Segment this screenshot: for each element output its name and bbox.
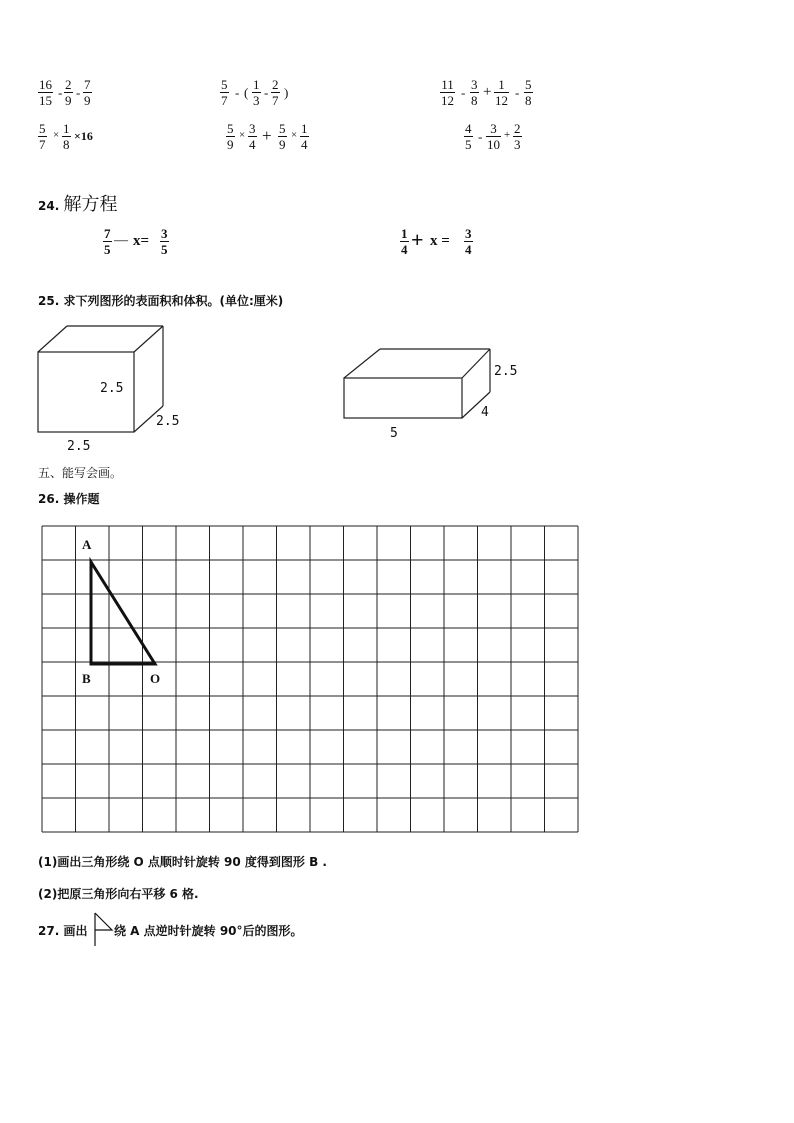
fraction: $\frac{5}{7}$	[39, 121, 46, 152]
triangle-abo	[91, 562, 155, 664]
question-number: 25.	[38, 294, 60, 308]
question-title: 操作题	[63, 492, 100, 506]
fraction: $\frac{2}{3}$	[514, 121, 521, 152]
square-grid	[42, 526, 578, 832]
fraction: $\frac{1}{4}$	[401, 226, 408, 257]
paren-right: )	[284, 85, 289, 100]
question-title: 求下列图形的表面积和体积。(单位:厘米)	[63, 294, 284, 308]
cube-width-label: 2.5	[67, 439, 91, 454]
operator: -	[235, 85, 240, 100]
question-suffix: 绕 A 点逆时针旋转 90°后的图形。	[114, 924, 303, 938]
operator: -	[264, 85, 269, 100]
question-prefix: 画出	[63, 924, 88, 938]
question-title: 解方程	[63, 194, 118, 215]
variable-x: x =	[430, 233, 450, 249]
question-heading	[38, 922, 87, 939]
cube-height-label: 2.5	[100, 381, 124, 396]
operator: ×	[291, 129, 298, 141]
question-number: 24.	[38, 199, 60, 213]
cuboid-length-label: 5	[390, 426, 398, 441]
cuboid-height-label: 2.5	[494, 364, 518, 379]
operator: -	[76, 85, 81, 100]
operator: +	[483, 84, 492, 100]
fraction: $\frac{3}{5}$	[161, 226, 168, 257]
cube-depth-label: 2.5	[156, 414, 180, 429]
fraction: $\frac{1}{3}$	[253, 77, 260, 108]
question-number: 26.	[38, 492, 60, 506]
paren-left: (	[244, 85, 249, 100]
point-a-label: A	[82, 537, 92, 552]
fraction: $\frac{1}{8}$	[63, 121, 70, 152]
operator: ×	[53, 129, 60, 141]
fraction: $\frac{3}{8}$	[471, 77, 478, 108]
fraction: $\frac{5}{7}$	[221, 77, 228, 108]
fraction: $\frac{2}{7}$	[272, 77, 279, 108]
fraction: $\frac{11}{12}$	[441, 77, 454, 108]
operator: -	[478, 129, 483, 144]
fraction: $\frac{3}{4}$	[249, 121, 256, 152]
fraction: $\frac{5}{9}$	[227, 121, 234, 152]
operator: +	[411, 227, 424, 252]
fraction: $\frac{3}{10}$	[487, 121, 500, 152]
fraction: $\frac{1}{4}$	[301, 121, 308, 152]
operator: +	[504, 129, 511, 141]
point-b-label: B	[82, 671, 91, 686]
fraction: $\frac{5}{9}$	[279, 121, 286, 152]
fraction: $\frac{16}{15}$	[39, 77, 52, 108]
fraction: $\frac{3}{4}$	[465, 226, 472, 257]
fraction: $\frac{4}{5}$	[465, 121, 472, 152]
fraction: $\frac{7}{9}$	[84, 77, 91, 108]
fraction: $\frac{5}{8}$	[525, 77, 532, 108]
fraction: $\frac{1}{12}$	[495, 77, 508, 108]
cuboid-depth-label: 4	[481, 405, 489, 420]
task-1: (1)画出三角形绕 O 点顺时针旋转 90 度得到图形 B .	[38, 855, 327, 869]
operator: +	[262, 126, 272, 145]
task-2: (2)把原三角形向右平移 6 格.	[38, 887, 199, 901]
operator: ×	[239, 129, 246, 141]
section-heading: 五、能写会画。	[38, 466, 123, 480]
fraction: $\frac{7}{5}$	[104, 226, 111, 257]
variable-x: x=	[133, 233, 150, 249]
point-o-label: O	[150, 671, 161, 686]
question-number: 27.	[38, 924, 60, 938]
operator: -	[461, 85, 466, 100]
operator: -	[58, 85, 63, 100]
operator: —	[114, 233, 128, 248]
operator: -	[515, 85, 520, 100]
operator-times-16: ×16	[74, 129, 93, 143]
flag-shape-icon	[92, 910, 116, 950]
fraction: $\frac{2}{9}$	[65, 77, 72, 108]
